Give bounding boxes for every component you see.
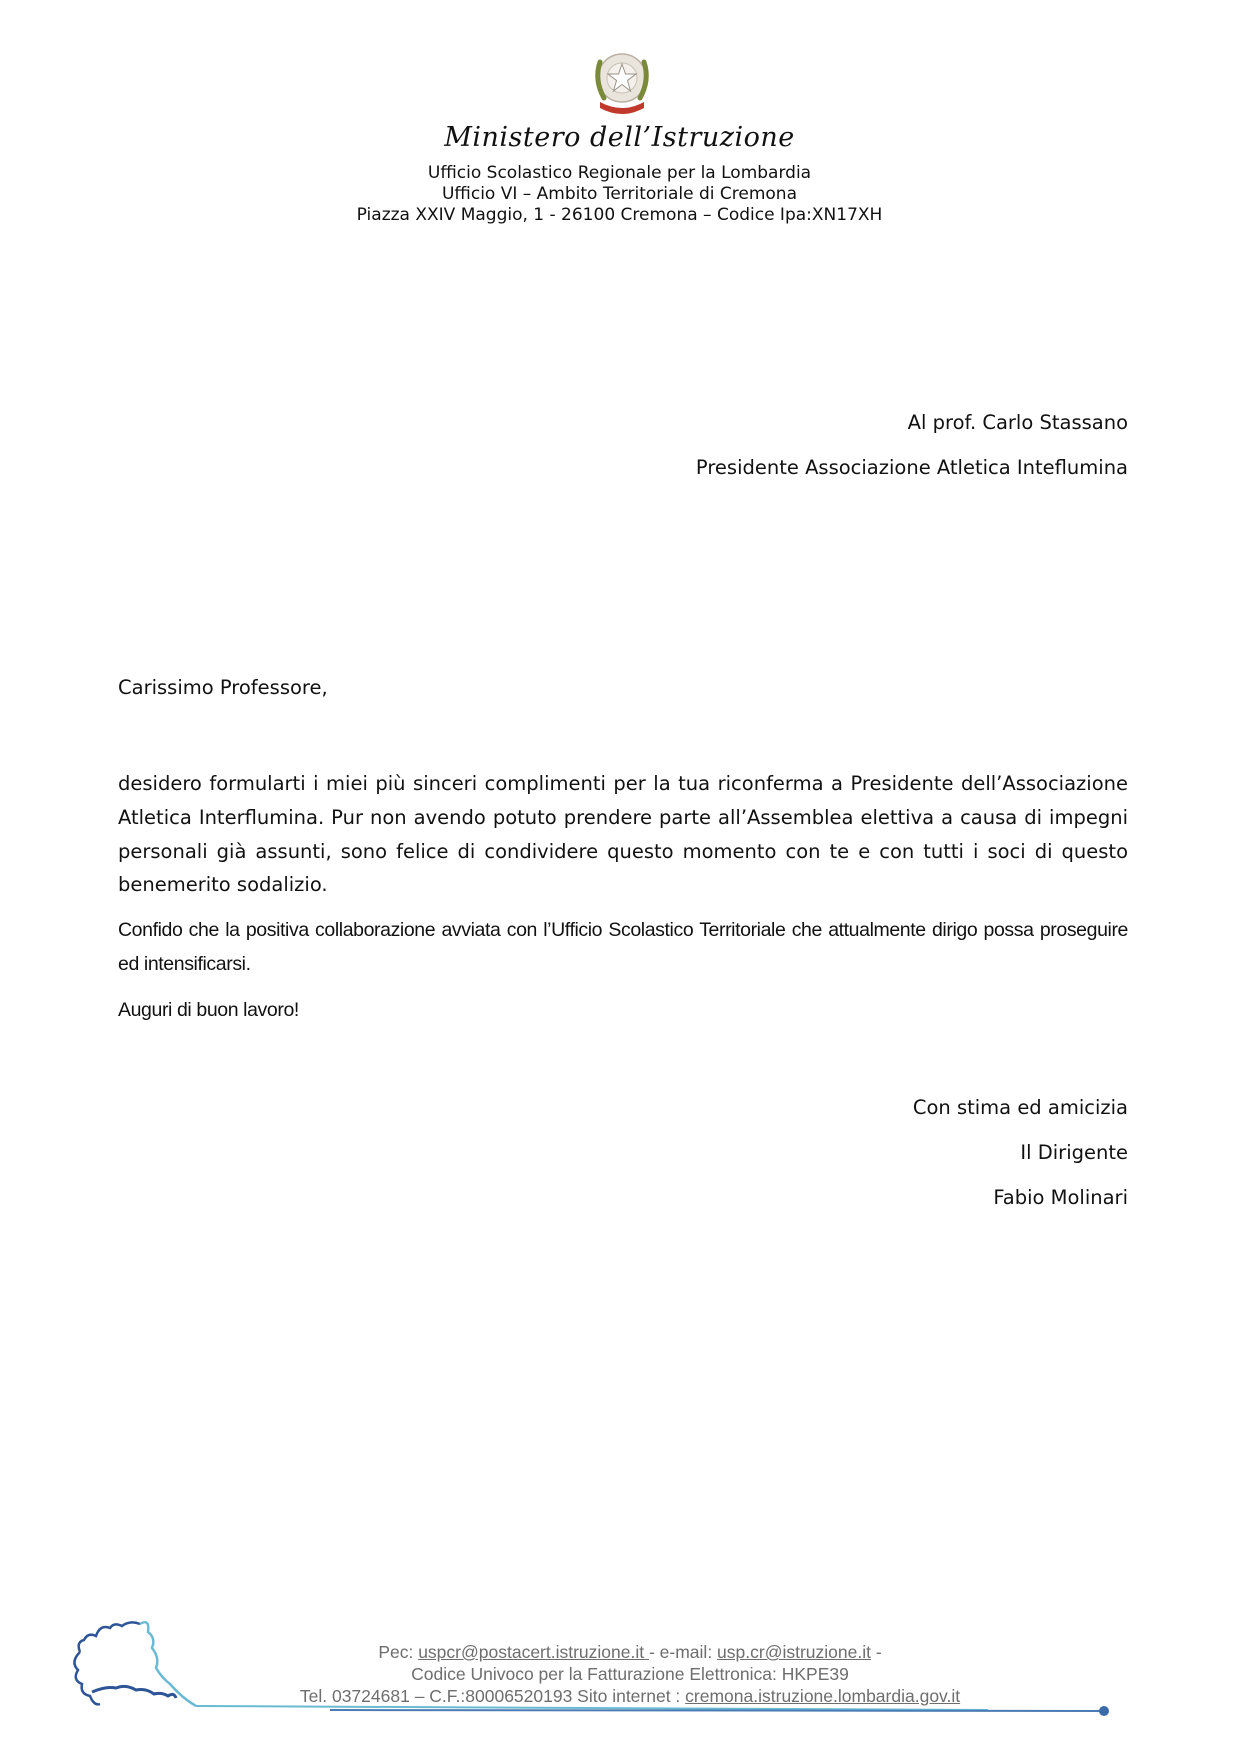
phone-fiscal-code: Tel. 03724681 – C.F.:80006520193 Sito internet : — [299, 1686, 686, 1706]
pec-email-link[interactable]: uspcr@postacert.istruzione.it — [418, 1642, 649, 1662]
footer-email-line — [250, 1641, 1010, 1663]
closing-regards: Con stima ed amicizia — [912, 1096, 1128, 1119]
body-paragraph: Auguri di buon lavoro! — [118, 998, 299, 1021]
signature-block — [913, 1085, 1128, 1220]
address-line: Piazza XXIV Maggio, 1 - 26100 Cremona – Codice Ipa:XN17XH — [356, 205, 883, 225]
recipient-name: Al prof. Carlo Stassano — [907, 411, 1128, 434]
letter-body — [118, 767, 1128, 1040]
website-link[interactable]: cremona.istruzione.lombardia.gov.it — [685, 1686, 961, 1706]
email-link[interactable]: usp.cr@istruzione.it — [717, 1642, 871, 1662]
signer-title: Il Dirigente — [1020, 1141, 1128, 1164]
phone-website-line — [250, 1685, 1010, 1707]
office-address-block — [0, 163, 1239, 226]
territorial-office-line: Ufficio VI – Ambito Territoriale di Cremona — [441, 184, 798, 204]
italian-republic-emblem-icon — [588, 44, 656, 122]
recipient-block — [696, 400, 1128, 490]
salutation: Carissimo Professore, — [118, 676, 328, 699]
regional-office-line: Ufficio Scolastico Regionale per la Lombardia — [427, 163, 812, 183]
email-label: - e-mail: — [648, 1642, 718, 1662]
signer-name: Fabio Molinari — [993, 1186, 1128, 1209]
footer-contacts — [250, 1641, 1010, 1707]
pec-label: Pec: — [378, 1642, 419, 1662]
body-paragraph: Confido che la positiva collaborazione avviata con l’Ufficio Scolastico Territoriale che attualmente dirigo possa proseguire ed intensificarsi. — [118, 919, 1128, 975]
body-paragraph: desidero formularti i miei più sinceri complimenti per la tua riconferma a Presidente dell’Associazione Atletica Interflumina. Pur non avendo potuto prendere parte all’Assemblea elettiva a causa di impegni personali già assunti, sono felice di condividere questo momento con te e con tutti i soci di questo benemerito sodalizio. — [118, 772, 1128, 897]
invoice-code-line: Codice Univoco per la Fatturazione Elettronica: HKPE39 — [411, 1664, 849, 1684]
ministry-title: Ministero dell’Istruzione — [444, 122, 795, 153]
recipient-role: Presidente Associazione Atletica Inteflumina — [695, 456, 1128, 479]
email-suffix: - — [870, 1642, 882, 1662]
